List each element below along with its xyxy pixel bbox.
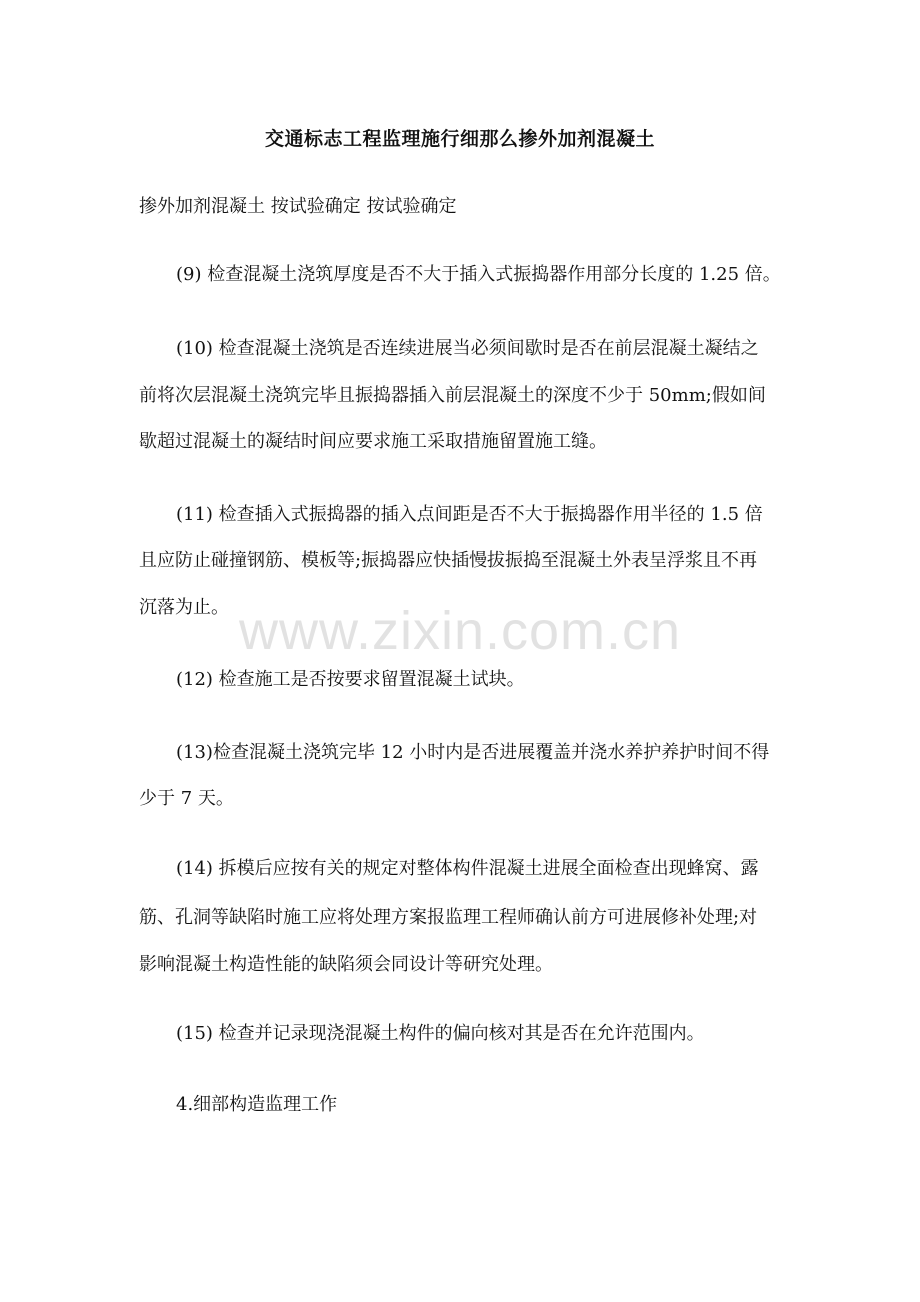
paragraph-14-line-3: 影响混凝土构造性能的缺陷须会同设计等研究处理。 (139, 954, 553, 975)
paragraph-11-line-2: 且应防止碰撞钢筋、模板等;振捣器应快插慢拔振捣至混凝土外表呈浮浆且不再 (139, 550, 758, 571)
paragraph-15-line: (15) 检查并记录现浇混凝土构件的偏向核对其是否在允许范围内。 (176, 1023, 705, 1044)
paragraph-11-line-3: 沉落为止。 (139, 597, 229, 618)
paragraph-12-line: (12) 检查施工是否按要求留置混凝土试块。 (176, 669, 525, 690)
paragraph-11-line-1: (11) 检查插入式振捣器的插入点间距是否不大于振捣器作用半径的 1.5 倍 (176, 504, 763, 525)
paragraph-14-line-2: 筋、孔洞等缺陷时施工应将处理方案报监理工程师确认前方可进展修补处理;对 (139, 907, 758, 928)
paragraph-14-line-1: (14) 拆模后应按有关的规定对整体构件混凝土进展全面检查出现蜂窝、露 (176, 858, 759, 879)
paragraph-13-line-1: (13)检查混凝土浇筑完毕 12 小时内是否进展覆盖并浇水养护养护时间不得 (176, 742, 770, 763)
paragraph-13-line-2: 少于 7 天。 (139, 788, 234, 809)
paragraph-9-line: (9) 检查混凝土浇筑厚度是否不大于插入式振捣器作用部分长度的 1.25 倍。 (176, 264, 781, 285)
section-heading: 4.细部构造监理工作 (176, 1094, 338, 1115)
watermark: www.zixin.com.cn (238, 601, 682, 661)
page-title: 交通标志工程监理施行细那么掺外加剂混凝土 (264, 128, 655, 150)
paragraph-10-line-2: 前将次层混凝土浇筑完毕且振捣器插入前层混凝土的深度不少于 50mm;假如间 (139, 385, 766, 406)
text-line: 掺外加剂混凝土 按试验确定 按试验确定 (139, 196, 457, 217)
paragraph-10-line-3: 歇超过混凝土的凝结时间应要求施工采取措施留置施工缝。 (139, 431, 607, 452)
paragraph-10-line-1: (10) 检查混凝土浇筑是否连续进展当必须间歇时是否在前层混凝土凝结之 (176, 338, 759, 359)
